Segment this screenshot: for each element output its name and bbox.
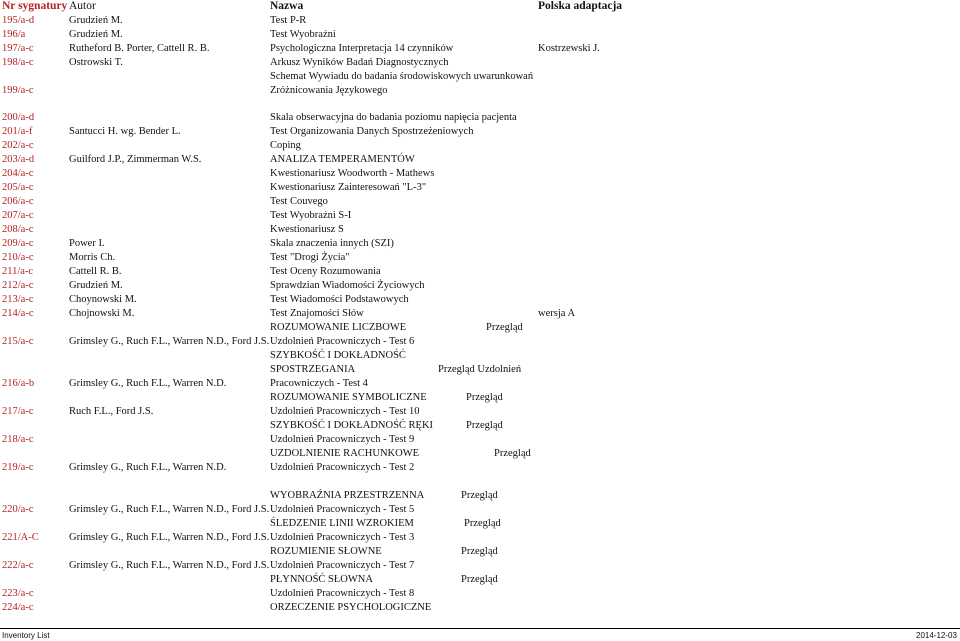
block-subtitle: Uzdolnień Pracowniczych - Test 8 [270,588,415,599]
row-signature: 198/a-c [2,57,34,68]
footer-rule [0,628,960,629]
row-signature: 209/a-c [2,238,34,249]
row-author: Rutheford B. Porter, Cattell R. B. [69,43,210,54]
block-subtitle: Uzdolnień Pracowniczych - Test 3 [270,532,415,543]
block-author: Grimsley G., Ruch F.L., Warren N.D. [69,462,227,473]
row-title: Test Oceny Rozumowania [270,266,381,277]
block-subtitle: Uzdolnień Pracowniczych - Test 10 [270,406,420,417]
block-title-line-2: SPOSTRZEGANIA [270,364,356,375]
block-author: Grimsley G., Ruch F.L., Warren N.D., Ford J.S. [69,504,270,515]
block-review-label: Przegląd [461,490,498,501]
row-author: Cattell R. B. [69,266,122,277]
block-signature: 224/a-c [2,602,34,613]
row-signature: 204/a-c [2,168,34,179]
header-signature: Nr sygnatury [2,0,68,12]
row-title: Kwestionariusz S [270,224,344,235]
row-title: Test Organizowania Danych Spostrzeżeniowych [270,126,474,137]
row-signature: 200/a-d [2,112,35,123]
row-author: Grudzień M. [69,15,123,26]
row-title: Test "Drogi Życia" [270,252,350,263]
row-title: ANALIZA TEMPERAMENTÓW [270,154,415,165]
row-author: Guilford J.P., Zimmerman W.S. [69,154,202,165]
row-signature: 196/a [2,29,26,40]
footer-left: Inventory List [2,631,50,640]
block-title-line: WYOBRAŹNIA PRZESTRZENNA [270,490,425,501]
block-review-label: Przegląd Uzdolnień [438,364,522,375]
block-signature: 218/a-c [2,434,34,445]
row-author: Grudzień M. [69,280,123,291]
row-signature: 205/a-c [2,182,34,193]
block-review-label: Przegląd [466,392,503,403]
row-title: Kwestionariusz Zainteresowań "L-3" [270,182,427,193]
block-signature: 216/a-b [2,378,35,389]
row-signature: 213/a-c [2,294,34,305]
block-review-label: Przegląd [464,518,501,529]
block-signature: 221/A-C [2,532,39,543]
row-author: Choynowski M. [69,294,137,305]
row-signature: 201/a-f [2,126,33,137]
row-author: Morris Ch. [69,252,116,263]
row-adaptation: wersja A [538,308,576,319]
row-title: Skala znaczenia innych (SZI) [270,238,394,249]
block-title-line: PŁYNNOŚĆ SŁOWNA [270,574,373,585]
row-signature: 202/a-c [2,140,34,151]
row-title: Test Wyobraźni S-I [270,210,352,221]
row-title: Psychologiczna Interpretacja 14 czynników [270,43,454,54]
block-subtitle: ORZECZENIE PSYCHOLOGICZNE [270,602,432,613]
row-signature: 208/a-c [2,224,34,235]
row-signature: 212/a-c [2,280,34,291]
row-title: Test Wiadomości Podstawowych [270,294,409,305]
row-title: Sprawdzian Wiadomości Życiowych [270,280,425,291]
block-title-line: ROZUMIENIE SŁOWNE [270,546,382,557]
block-signature: 223/a-c [2,588,34,599]
row-title: Schemat Wywiadu do badania środowiskowych uwarunkowań [270,71,534,82]
row-author: Power I. [69,238,105,249]
block-subtitle: Uzdolnień Pracowniczych - Test 6 [270,336,415,347]
block-review-label: Przegląd [461,574,498,585]
block-signature: 215/a-c [2,336,34,347]
footer-date: 2014-12-03 [916,631,957,640]
header-title: Nazwa [270,0,304,12]
header-author: Autor [69,0,96,12]
block-title-line: UZDOLNIENIE RACHUNKOWE [270,448,420,459]
block-author: Grimsley G., Ruch F.L., Warren N.D., Ford J.S. [69,336,270,347]
row-author: Santucci H. wg. Bender L. [69,126,181,137]
block-title-line: SZYBKOŚĆ I DOKŁADNOŚĆ [270,350,406,361]
block-review-label: Przegląd [486,322,523,333]
row-signature: 197/a-c [2,43,34,54]
block-subtitle: Uzdolnień Pracowniczych - Test 7 [270,560,415,571]
row-adaptation: Kostrzewski J. [538,43,600,54]
row-title: Test P-R [270,15,307,26]
block-subtitle: Uzdolnień Pracowniczych - Test 9 [270,434,415,445]
row-title: Test Couvego [270,196,328,207]
row-signature: 195/a-d [2,15,35,26]
block-subtitle: Pracowniczych - Test 4 [270,378,368,389]
block-author: Grimsley G., Ruch F.L., Warren N.D., Ford J.S. [69,560,270,571]
row-title: Arkusz Wyników Badań Diagnostycznych [270,57,449,68]
header-adaptation: Polska adaptacja [538,0,623,12]
block-signature: 220/a-c [2,504,34,515]
row-signature: 207/a-c [2,210,34,221]
block-subtitle: Uzdolnień Pracowniczych - Test 2 [270,462,415,473]
block-signature: 217/a-c [2,406,34,417]
row-title: Test Wyobraźni [270,29,336,40]
block-signature: 222/a-c [2,560,34,571]
block-author: Grimsley G., Ruch F.L., Warren N.D. [69,378,227,389]
block-review-label: Przegląd [461,546,498,557]
row-signature: 210/a-c [2,252,34,263]
row-title: Zróżnicowania Językowego [270,85,388,96]
block-subtitle: Uzdolnień Pracowniczych - Test 5 [270,504,415,515]
row-signature: 199/a-c [2,85,34,96]
row-signature: 211/a-c [2,266,34,277]
block-title-line: ROZUMOWANIE SYMBOLICZNE [270,392,427,403]
row-title: Coping [270,140,301,151]
row-author: Grudzień M. [69,29,123,40]
row-signature: 214/a-c [2,308,34,319]
row-title: Test Znajomości Słów [270,308,364,319]
block-title-line: ŚLEDZENIE LINII WZROKIEM [270,518,414,529]
block-author: Ruch F.L., Ford J.S. [69,406,154,417]
row-title: Kwestionariusz Woodworth - Mathews [270,168,435,179]
row-author: Ostrowski T. [69,57,123,68]
block-author: Grimsley G., Ruch F.L., Warren N.D., Ford J.S. [69,532,270,543]
row-signature: 203/a-d [2,154,35,165]
block-title-line: ROZUMOWANIE LICZBOWE [270,322,407,333]
row-signature: 206/a-c [2,196,34,207]
row-title: Skala obserwacyjna do badania poziomu napięcia pacjenta [270,112,517,123]
block-signature: 219/a-c [2,462,34,473]
block-title-line: SZYBKOŚĆ I DOKŁADNOŚĆ RĘKI [270,420,434,431]
row-author: Chojnowski M. [69,308,135,319]
block-review-label: Przegląd [494,448,531,459]
block-review-label: Przegląd [466,420,503,431]
